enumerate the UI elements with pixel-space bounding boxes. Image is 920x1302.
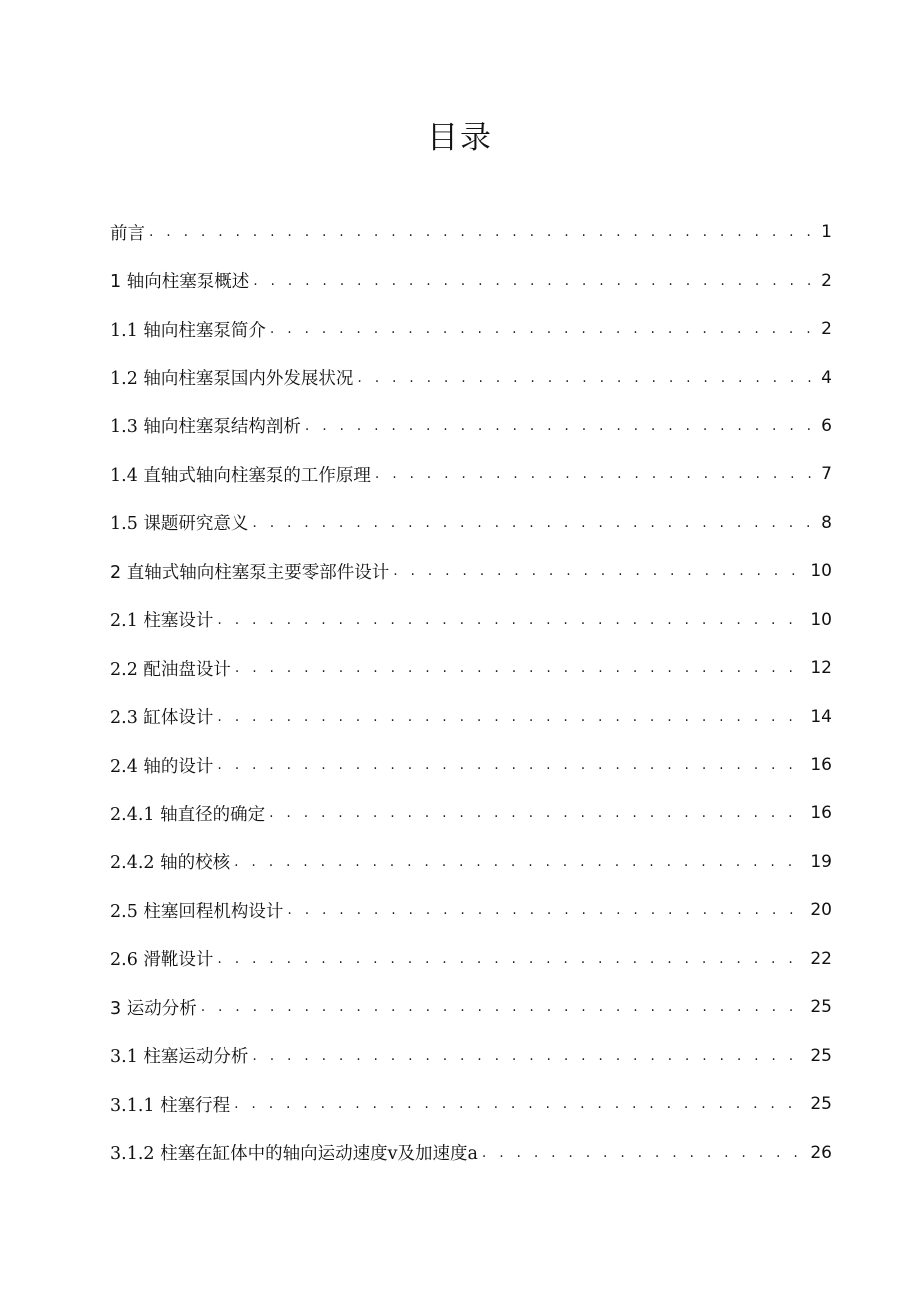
toc-dot-leader <box>252 516 817 530</box>
toc-entry-label: 2.6 滑靴设计 <box>110 950 214 971</box>
toc-entry-page: 25 <box>810 1094 832 1115</box>
toc-entry-page: 2 <box>821 319 832 340</box>
toc-entry-page: 14 <box>810 706 832 727</box>
toc-dot-leader <box>217 952 806 966</box>
toc-dot-leader <box>217 758 806 772</box>
toc-entry-page: 7 <box>821 464 832 485</box>
toc-entry-label: 2.4 轴的设计 <box>110 756 214 777</box>
toc-entry-page: 16 <box>810 803 832 824</box>
toc-dot-leader <box>305 419 817 433</box>
toc-entry[interactable] <box>110 935 832 983</box>
toc-entry-label: 3.1.1 柱塞行程 <box>110 1095 231 1116</box>
toc-entry-label: 3 运动分析 <box>110 998 197 1019</box>
toc-entry-label: 1.4 直轴式轴向柱塞泵的工作原理 <box>110 465 371 486</box>
toc-entry-label: 1.5 课题研究意义 <box>110 514 249 535</box>
toc-entry[interactable] <box>110 305 832 353</box>
toc-entry-page: 16 <box>810 755 832 776</box>
toc-dot-leader <box>270 322 817 336</box>
page-title: 目录 <box>427 120 493 156</box>
toc-entry[interactable] <box>110 256 832 304</box>
toc-entry[interactable] <box>110 547 832 595</box>
table-of-contents <box>110 208 832 1177</box>
toc-entry-label: 1 轴向柱塞泵概述 <box>110 272 250 293</box>
toc-entry-label: 2 直轴式轴向柱塞泵主要零部件设计 <box>110 562 390 583</box>
toc-entry-label: 3.1.2 柱塞在缸体中的轴向运动速度v及加速度a <box>110 1144 478 1165</box>
toc-entry[interactable] <box>110 838 832 886</box>
toc-dot-leader <box>269 806 806 820</box>
toc-entry-label: 1.3 轴向柱塞泵结构剖析 <box>110 417 301 438</box>
toc-dot-leader <box>253 274 817 288</box>
toc-entry[interactable] <box>110 692 832 740</box>
toc-entry[interactable] <box>110 596 832 644</box>
toc-dot-leader <box>482 1146 806 1160</box>
toc-dot-leader <box>393 564 806 578</box>
toc-entry-label: 2.3 缸体设计 <box>110 708 214 729</box>
toc-entry-label: 前言 <box>110 223 145 244</box>
toc-entry[interactable] <box>110 983 832 1031</box>
toc-entry[interactable] <box>110 353 832 401</box>
toc-dot-leader <box>217 710 806 724</box>
toc-entry-page: 8 <box>821 512 832 533</box>
toc-entry[interactable] <box>110 644 832 692</box>
toc-dot-leader <box>235 661 806 675</box>
toc-dot-leader <box>375 467 817 481</box>
toc-entry-page: 2 <box>821 270 832 291</box>
toc-dot-leader <box>287 903 806 917</box>
toc-entry-page: 26 <box>810 1142 832 1163</box>
toc-entry[interactable] <box>110 402 832 450</box>
toc-entry[interactable] <box>110 499 832 547</box>
toc-entry-page: 10 <box>810 609 832 630</box>
toc-entry[interactable] <box>110 789 832 837</box>
toc-entry-label: 2.4.2 轴的校核 <box>110 853 231 874</box>
toc-dot-leader <box>252 1049 806 1063</box>
toc-entry[interactable] <box>110 741 832 789</box>
toc-dot-leader <box>234 855 806 869</box>
toc-entry[interactable] <box>110 450 832 498</box>
toc-entry-label: 1.1 轴向柱塞泵简介 <box>110 320 266 341</box>
toc-entry-page: 22 <box>810 948 832 969</box>
toc-entry-page: 10 <box>810 561 832 582</box>
toc-entry[interactable] <box>110 1031 832 1079</box>
toc-entry-page: 4 <box>821 367 832 388</box>
toc-entry-label: 2.2 配油盘设计 <box>110 659 231 680</box>
toc-entry[interactable] <box>110 886 832 934</box>
toc-entry-page: 25 <box>810 1045 832 1066</box>
toc-entry-label: 2.4.1 轴直径的确定 <box>110 804 266 825</box>
toc-dot-leader <box>357 371 817 385</box>
toc-entry-label: 1.2 轴向柱塞泵国内外发展状况 <box>110 369 354 390</box>
toc-entry[interactable] <box>110 1080 832 1128</box>
toc-dot-leader <box>201 1000 807 1014</box>
toc-entry-page: 19 <box>810 851 832 872</box>
toc-dot-leader <box>149 225 817 239</box>
toc-entry-label: 3.1 柱塞运动分析 <box>110 1047 249 1068</box>
toc-entry-page: 25 <box>810 997 832 1018</box>
toc-entry-page: 1 <box>821 222 832 243</box>
toc-dot-leader <box>217 613 806 627</box>
toc-entry[interactable] <box>110 1128 832 1176</box>
toc-entry-label: 2.1 柱塞设计 <box>110 611 214 632</box>
toc-entry-page: 20 <box>810 900 832 921</box>
toc-entry-page: 12 <box>810 658 832 679</box>
toc-dot-leader <box>234 1097 806 1111</box>
toc-entry[interactable] <box>110 208 832 256</box>
toc-entry-page: 6 <box>821 415 832 436</box>
toc-entry-label: 2.5 柱塞回程机构设计 <box>110 901 284 922</box>
